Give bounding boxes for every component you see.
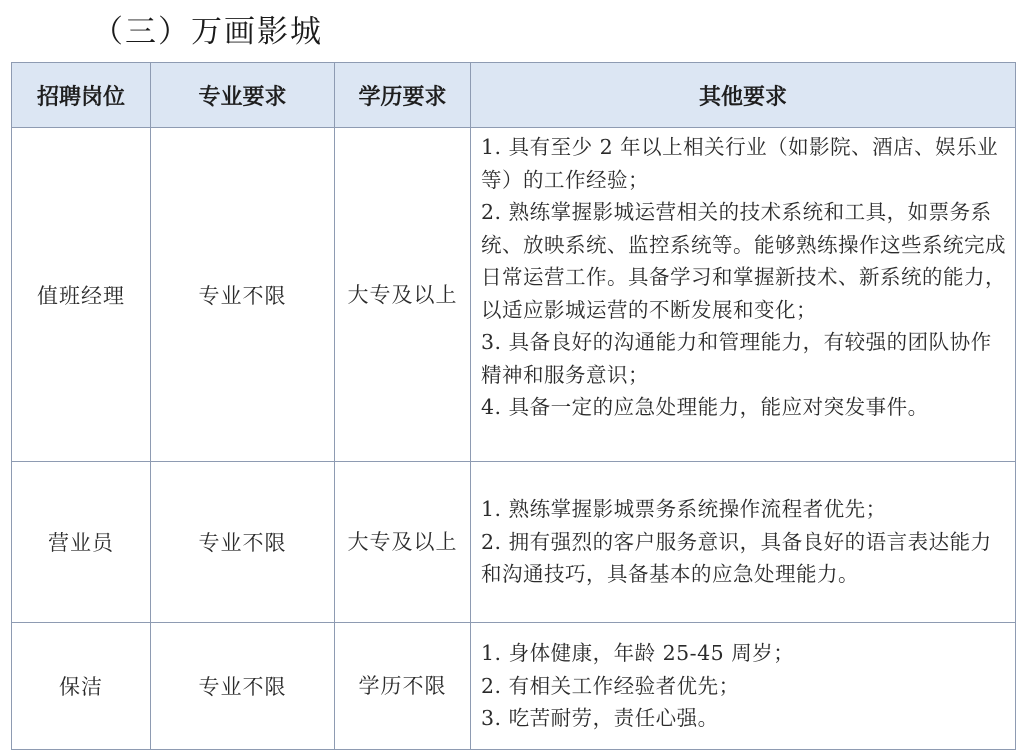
other-requirements-cell	[471, 462, 1016, 623]
requirement-item: 2. 熟练掌握影城运营相关的技术系统和工具，如票务系统、放映系统、监控系统等。能够熟练操作这些系统完成日常运营工作。具备学习和掌握新技术、新系统的能力，以适应影城运营的不断发展和变化；	[481, 200, 1006, 322]
major-cell: 专业不限	[151, 462, 335, 623]
other-requirements-cell	[471, 623, 1016, 750]
requirement-item: 1. 身体健康，年龄 25-45 周岁；	[481, 641, 795, 665]
requirement-item: 1. 熟练掌握影城票务系统操作流程者优先；	[481, 497, 887, 522]
education-cell: 大专及以上	[335, 128, 471, 462]
requirement-item: 3. 吃苦耐劳，责任心强。	[481, 706, 719, 730]
table-row	[12, 462, 1016, 623]
header-education: 学历要求	[335, 63, 471, 128]
requirement-item: 3. 具备良好的沟通能力和管理能力，有较强的团队协作精神和服务意识；	[481, 330, 992, 387]
position-cell: 营业员	[12, 462, 151, 623]
other-requirements-cell	[471, 128, 1016, 462]
header-major: 专业要求	[151, 63, 335, 128]
education-cell: 学历不限	[335, 623, 471, 750]
requirement-item: 2. 拥有强烈的客户服务意识，具备良好的语言表达能力和沟通技巧，具备基本的应急处理能力。	[481, 529, 992, 587]
header-position: 招聘岗位	[12, 63, 151, 128]
table-row	[12, 128, 1016, 462]
section-title: （三）万画影城	[92, 14, 323, 50]
header-other: 其他要求	[471, 63, 1016, 128]
requirement-item: 2. 有相关工作经验者优先；	[481, 673, 740, 698]
position-cell: 值班经理	[12, 128, 151, 462]
requirement-item: 1. 具有至少 2 年以上相关行业（如影院、酒店、娱乐业等）的工作经验；	[481, 135, 999, 192]
position-cell: 保洁	[12, 623, 151, 750]
major-cell: 专业不限	[151, 623, 335, 750]
major-cell: 专业不限	[151, 128, 335, 462]
recruitment-table	[11, 62, 1016, 750]
table-header-row	[12, 63, 1016, 128]
requirement-item: 4. 具备一定的应急处理能力，能应对突发事件。	[481, 395, 929, 419]
education-cell: 大专及以上	[335, 462, 471, 623]
table-row	[12, 623, 1016, 750]
